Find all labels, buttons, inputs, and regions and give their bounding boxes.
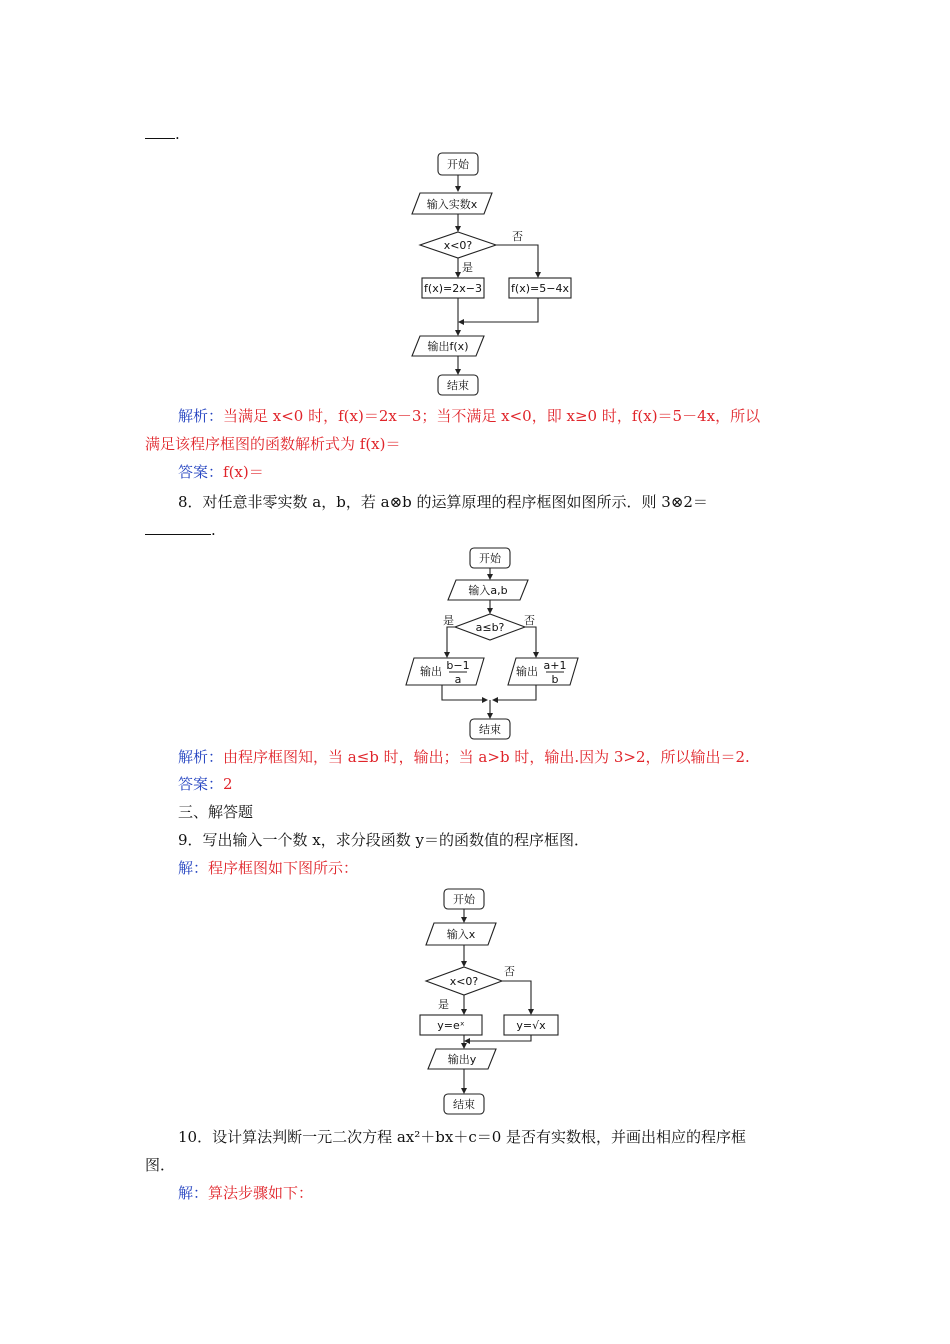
flow2-yes-label: 是 [443, 614, 454, 627]
flow2-right-prefix: 输出 [516, 665, 538, 678]
flow3-cond-text: x<0? [449, 975, 479, 988]
analysis-1-line-2 [145, 434, 401, 454]
answer-2-text: 2 [223, 775, 233, 793]
question-8-blank [145, 520, 211, 535]
question-10-text-2: 图． [145, 1156, 176, 1174]
solution-9-label: 解： [178, 859, 209, 877]
flow3-yes-label: 是 [438, 998, 449, 1011]
flow1-no-box-text: f(x)=5−4x [511, 282, 569, 295]
flow3-no-label: 否 [504, 965, 515, 978]
flow1-end-text: 结束 [447, 379, 469, 392]
flow2-right-den: b [551, 673, 559, 686]
flowchart-3 [400, 885, 600, 1120]
flow2-right-num: a+1 [543, 659, 567, 672]
flow1-no-label: 否 [512, 230, 523, 243]
flow3-yes-box-text: y=eˣ [437, 1019, 465, 1032]
flow2-input-text: 输入a,b [468, 584, 508, 597]
flow2-left-prefix: 输出 [420, 665, 442, 678]
question-8-line-2 [145, 520, 216, 540]
flow3-output-text: 输出y [447, 1053, 477, 1066]
analysis-2-label: 解析： [178, 748, 224, 766]
blank-period: . [175, 125, 180, 143]
answer-2-label: 答案： [178, 775, 224, 793]
section-3-text: 三、解答题 [178, 803, 254, 821]
analysis-1-line-1 [178, 406, 760, 426]
question-10-line-2 [145, 1155, 175, 1175]
solution-10-label: 解： [178, 1184, 209, 1202]
flow1-input-text: 输入实数x [426, 198, 478, 211]
answer-blank-line [145, 124, 180, 144]
flow3-end-text: 结束 [453, 1098, 475, 1111]
analysis-1-text-1: 当满足 x<0 时，f(x)＝2x－3；当不满足 x<0，即 x≥0 时，f(x)＝5－4x，所以 [223, 407, 761, 425]
flowchart-2 [400, 545, 600, 745]
answer-2 [178, 774, 233, 794]
question-9 [178, 830, 589, 850]
flow2-left-den: a [454, 673, 462, 686]
blank-underline [145, 124, 175, 139]
flow3-no-box-text: y=√x [516, 1019, 546, 1032]
flowchart-1 [400, 150, 600, 400]
question-10-line-1 [178, 1127, 746, 1147]
analysis-2 [178, 747, 750, 767]
question-8-line-1 [178, 492, 708, 512]
question-8-text: 8．对任意非零实数 a，b，若 a⊗b 的运算原理的程序框图如图所示．则 3⊗2＝ [178, 493, 708, 511]
flow2-left-output [406, 658, 484, 685]
flow3-input-text: 输入x [446, 928, 476, 941]
flow1-output-text: 输出f(x) [427, 340, 469, 353]
flow2-end-text: 结束 [479, 723, 501, 736]
flow2-cond-text: a≤b? [475, 621, 505, 634]
solution-10-text: 算法步骤如下： [208, 1184, 314, 1202]
flow2-no-label: 否 [524, 614, 535, 627]
flow2-left-num: b−1 [446, 659, 470, 672]
analysis-1-label: 解析： [178, 407, 224, 425]
analysis-1-text-2: 满足该程序框图的函数解析式为 f(x)＝ [145, 435, 401, 453]
section-3-heading [178, 802, 253, 822]
flow1-yes-box-text: f(x)=2x−3 [424, 282, 482, 295]
flow1-cond-text: x<0? [443, 239, 473, 252]
question-8-period: . [211, 521, 216, 539]
flow2-start-text: 开始 [479, 552, 501, 565]
question-9-text: 9．写出输入一个数 x，求分段函数 y＝的函数值的程序框图． [178, 831, 590, 849]
solution-9-text: 程序框图如下图所示： [208, 859, 359, 877]
flow1-start-text: 开始 [447, 158, 469, 171]
solution-9 [178, 858, 358, 878]
answer-1-label: 答案： [178, 463, 224, 481]
analysis-2-text: 由程序框图知，当 a≤b 时，输出；当 a>b 时，输出.因为 3>2，所以输出＝2. [223, 748, 750, 766]
solution-10 [178, 1183, 313, 1203]
answer-1-text: f(x)＝ [223, 463, 264, 481]
flow3-start-text: 开始 [453, 893, 475, 906]
flow1-yes-label: 是 [462, 261, 473, 274]
answer-1 [178, 462, 264, 482]
question-10-text-1: 10．设计算法判断一元二次方程 ax²＋bx＋c＝0 是否有实数根，并画出相应的程序框 [178, 1128, 747, 1146]
